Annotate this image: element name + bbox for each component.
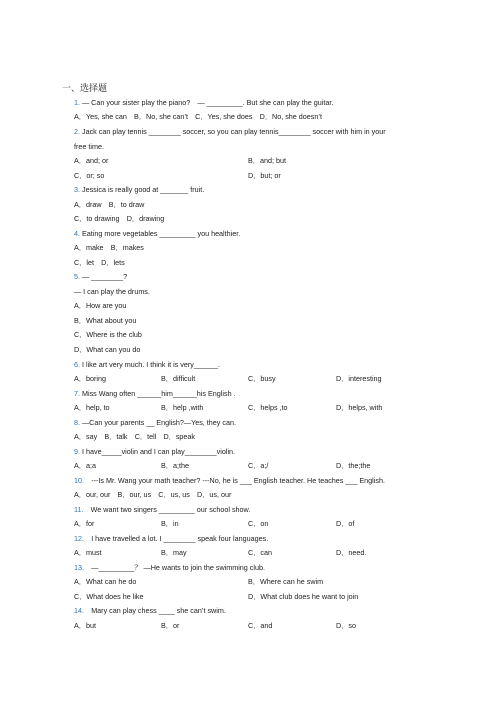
question-4-options: A．make B．makes (74, 243, 144, 252)
option-d: D．helps, with (336, 403, 383, 412)
question-text: I have_____violin and I can play________violin. (80, 447, 236, 456)
option-b: B．difficult (161, 374, 196, 383)
question-4-options-2: C．let D．lets (74, 258, 125, 267)
question-number: 5. (74, 272, 80, 281)
option-c: C．Where is the club (74, 330, 142, 339)
question-1 (74, 98, 333, 108)
question-3-options: A．draw B．to draw (74, 200, 145, 209)
question-number: 8. (74, 418, 80, 427)
question-number: 4. (74, 229, 80, 238)
question-text: Mary can play chess ____ she can’t swim. (84, 606, 226, 615)
option-a: A．must (74, 548, 102, 557)
question-number: 2. (74, 127, 80, 136)
option-d: D．What club does he want to join (248, 592, 359, 601)
option-c: C．can (248, 548, 272, 557)
section-title: 一、选择题 (62, 83, 108, 93)
question-text: I like art very much. I think it is very______. (80, 360, 220, 369)
question-8-options: A．say B．talk C．tell D．speak (74, 432, 196, 441)
question-text: —_________？ —He wants to join the swimming club. (84, 563, 265, 572)
question-7 (74, 389, 236, 399)
question-8 (74, 418, 236, 428)
question-9 (74, 447, 235, 457)
question-number: 9. (74, 447, 80, 456)
option-b: B．help ,with (161, 403, 204, 412)
option-d: D．of (336, 519, 355, 528)
question-3-options-2: C．to drawing D．drawing (74, 214, 165, 223)
option-b: B．and; but (248, 156, 286, 165)
question-5 (74, 272, 127, 282)
question-number: 13. (74, 563, 84, 572)
question-text: —Can your parents __ English?—Yes, they can. (80, 418, 236, 427)
question-number: 3. (74, 185, 80, 194)
option-c: C．and (248, 621, 273, 630)
question-text: Eating more vegetables _________ you healthier. (80, 229, 241, 238)
question-number: 10. (74, 476, 84, 485)
question-text: Jessica is really good at _______ fruit. (80, 185, 205, 194)
option-b: B．a;the (161, 461, 189, 470)
option-b: B．Where can he swim (248, 577, 324, 586)
option-b: B．may (161, 548, 187, 557)
question-text: Miss Wang often ______him______his English . (80, 389, 236, 398)
option-c: C．on (248, 519, 269, 528)
question-12 (74, 534, 268, 544)
question-text: I have travelled a lot. I ________ speak four languages. (84, 534, 269, 543)
question-3 (74, 185, 204, 195)
question-text: We want two singers _________ our school show. (83, 505, 251, 514)
option-a: A．a;a (74, 461, 96, 470)
question-number: 14. (74, 606, 84, 615)
question-14 (74, 606, 226, 616)
option-d: D．but; or (248, 171, 281, 180)
option-a: A．What can he do (74, 577, 137, 586)
question-text: Jack can play tennis ________ soccer, so you can play tennis________ soccer with him in your (80, 127, 386, 136)
question-13 (74, 563, 265, 573)
question-number: 12. (74, 534, 84, 543)
option-a: A．help, to (74, 403, 110, 412)
option-c: C．or; so (74, 171, 105, 180)
question-number: 1. (74, 98, 80, 107)
question-4 (74, 229, 240, 239)
option-a: A．but (74, 621, 96, 630)
option-d: D．What can you do (74, 345, 141, 354)
option-b: B．in (161, 519, 179, 528)
question-5-text-cont: — I can play the drums. (74, 287, 150, 296)
question-10-options: A．our, our B．our, us C．us, us D．us, our (74, 490, 232, 499)
question-text: — ________? (80, 272, 128, 281)
question-2 (74, 127, 386, 137)
option-d: D．so (336, 621, 356, 630)
option-a: A．How are you (74, 301, 127, 310)
option-c: C．What does he like (74, 592, 144, 601)
option-a: A．and; or (74, 156, 109, 165)
question-number: 7. (74, 389, 80, 398)
option-a: A．for (74, 519, 95, 528)
option-c: C．helps ,to (248, 403, 288, 412)
question-number: 6. (74, 360, 80, 369)
question-6 (74, 360, 220, 370)
question-10 (74, 476, 385, 486)
question-number: 11. (74, 505, 84, 514)
option-c: C．a;/ (248, 461, 269, 470)
option-d: D．the;the (336, 461, 371, 470)
option-d: D．interesting (336, 374, 382, 383)
option-b: B．or (161, 621, 180, 630)
question-1-options: A．Yes, she can B．No, she can’t C．Yes, she does D．No, she doesn’t (74, 112, 322, 121)
question-2-text-cont: free time. (74, 142, 104, 151)
question-text: — Can your sister play the piano? — _________. But she can play the guitar. (80, 98, 334, 107)
option-d: D．need. (336, 548, 367, 557)
option-b: B．What about you (74, 316, 137, 325)
option-c: C．busy (248, 374, 276, 383)
question-11 (74, 505, 250, 515)
option-a: A．boring (74, 374, 106, 383)
question-text: ---Is Mr. Wang your math teacher? ---No, he is ___ English teacher. He teaches ___ English. (84, 476, 385, 485)
